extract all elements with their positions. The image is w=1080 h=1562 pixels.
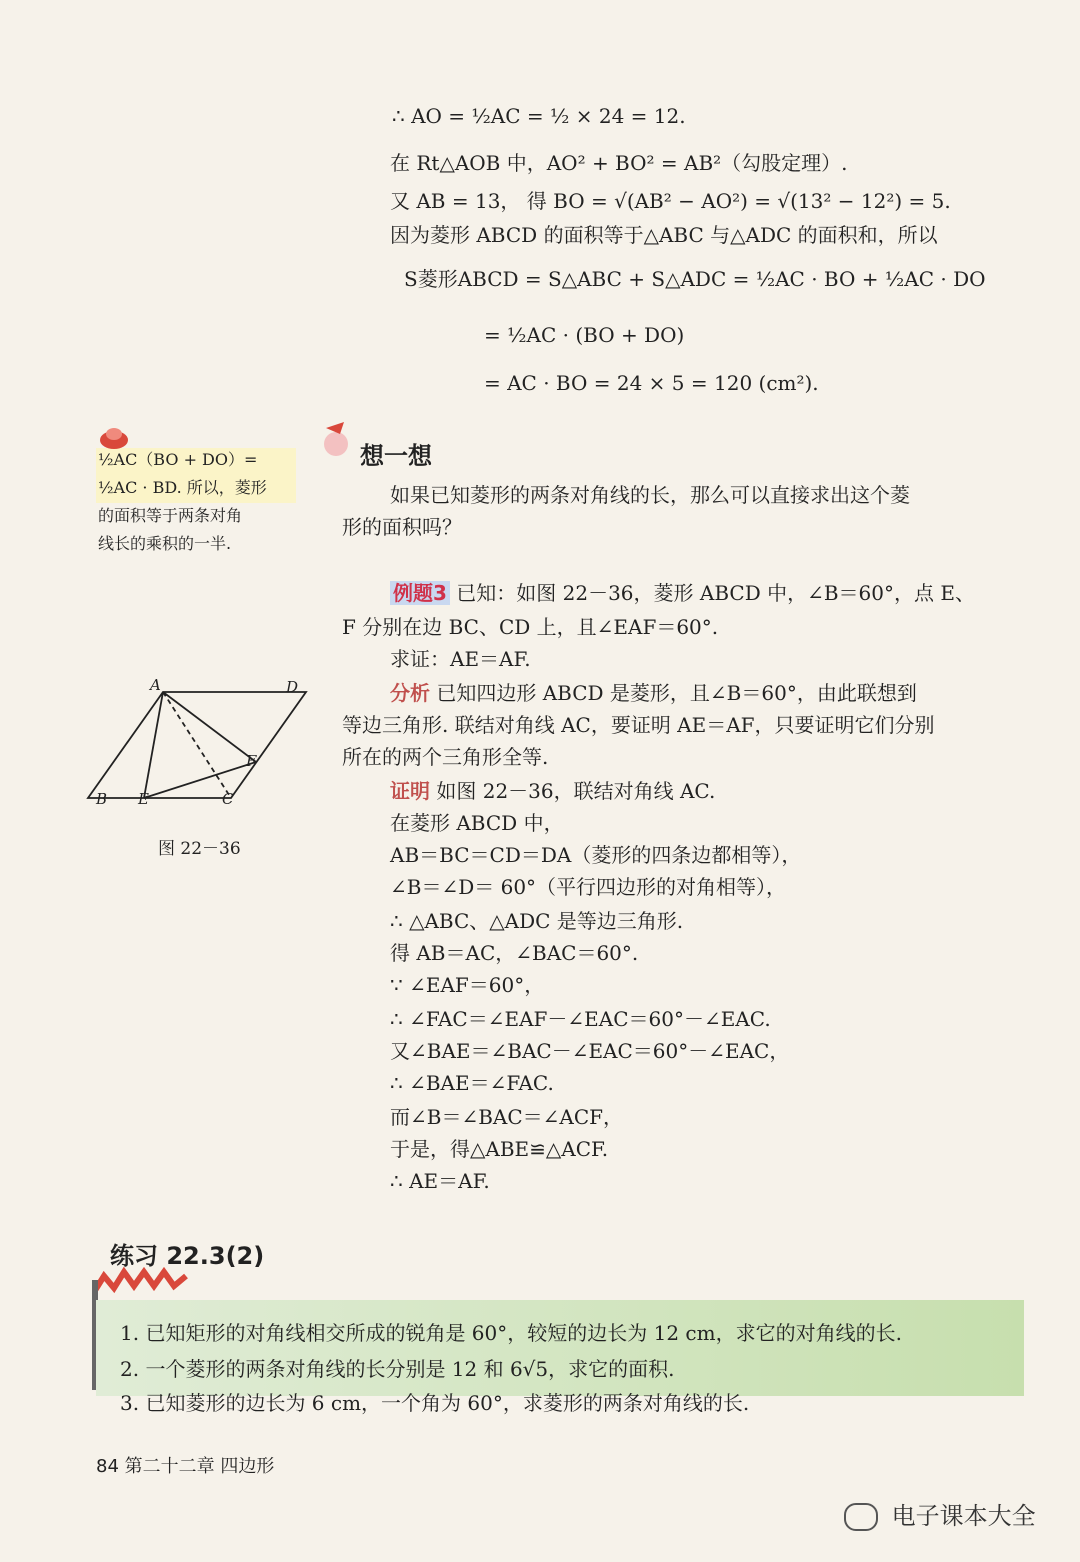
proof-line-8: ∴ ∠FAC＝∠EAF－∠EAC＝60°－∠EAC. — [390, 1007, 771, 1031]
label-c: C — [222, 790, 234, 808]
think-text-2: 形的面积吗？ — [342, 515, 462, 539]
exercise-item-3: 3. 已知菱形的边长为 6 cm，一个角为 60°，求菱形的两条对角线的长. — [120, 1391, 750, 1415]
label-e: E — [138, 790, 149, 808]
sidebar-note — [98, 446, 304, 558]
proof-line-9: 又∠BAE＝∠BAC－∠EAC＝60°－∠EAC， — [390, 1039, 790, 1063]
note-line-3: 的面积等于两条对角 — [98, 506, 243, 525]
example-text-1: 已知：如图 22－36，菱形 ABCD 中，∠B＝60°，点 E、 — [456, 581, 975, 605]
diagonal-ac — [163, 692, 231, 798]
proof-line-11: 而∠B＝∠BAC＝∠ACF， — [390, 1105, 624, 1129]
think-title: 想一想 — [360, 442, 432, 470]
example-tag: 例题3 — [390, 581, 450, 605]
label-f: F — [246, 752, 257, 770]
proof-tag: 证明 — [390, 779, 430, 803]
proof-line-6: 得 AB＝AC，∠BAC＝60°. — [390, 941, 639, 965]
exercise-item-1: 1. 已知矩形的对角线相交所成的锐角是 60°，较短的边长为 12 cm，求它的对角线的长. — [120, 1321, 902, 1345]
label-b: B — [96, 790, 108, 808]
exercise-title: 练习 22.3(2) — [110, 1242, 265, 1270]
solution-line-1: ∴ AO = ½AC = ½ × 24 = 12. — [392, 104, 686, 128]
solution-line-3: 又 AB = 13， 得 BO = √(AB² − AO²) = √(13² − 12²) = 5. — [390, 189, 951, 213]
note-line-2: ½AC · BD. 所以，菱形 — [98, 478, 267, 497]
think-icon — [318, 418, 358, 462]
proof-line-10: ∴ ∠BAE＝∠FAC. — [390, 1071, 554, 1095]
figure-caption: 图 22－36 — [158, 839, 241, 859]
proof-line-13: ∴ AE＝AF. — [390, 1169, 490, 1193]
page-footer: 84 第二十二章 四边形 — [96, 1456, 275, 1477]
solution-line-2: 在 Rt△AOB 中，AO² + BO² = AB²（勾股定理）. — [390, 151, 848, 175]
wechat-icon — [844, 1503, 878, 1531]
proof-line-12: 于是，得△ABE≌△ACF. — [390, 1137, 609, 1161]
proof-line-4: ∠B＝∠D＝ 60°（平行四边形的对角相等）， — [390, 875, 787, 899]
proof-line-5: ∴ △ABC、△ADC 是等边三角形. — [390, 909, 684, 933]
example-line-3: 求证：AE＝AF. — [390, 647, 531, 671]
proof-line-1 — [390, 778, 715, 804]
rhombus-abcd — [88, 692, 306, 798]
label-a: A — [150, 676, 161, 694]
analysis-line-3: 所在的两个三角形全等. — [342, 745, 549, 769]
example-line-2: F 分别在边 BC、CD 上，且∠EAF＝60°. — [342, 615, 719, 639]
example-line-1 — [390, 580, 975, 606]
analysis-line-2: 等边三角形. 联结对角线 AC，要证明 AE＝AF，只要证明它们分别 — [342, 713, 935, 737]
label-d: D — [286, 678, 299, 696]
segment-ef — [144, 762, 256, 798]
segment-af — [163, 692, 256, 762]
think-text-1: 如果已知菱形的两条对角线的长，那么可以直接求出这个菱 — [390, 483, 910, 507]
analysis-line-1 — [390, 680, 917, 706]
wechat-text: 电子课本大全 — [891, 1502, 1036, 1530]
analysis-tag: 分析 — [390, 681, 430, 705]
exercise-item-2: 2. 一个菱形的两条对角线的长分别是 12 和 6√5，求它的面积. — [120, 1357, 675, 1381]
solution-line-5: S菱形ABCD = S△ABC + S△ADC = ½AC · BO + ½AC · DO — [404, 267, 986, 291]
note-line-1: ½AC（BO + DO）= — [98, 450, 258, 469]
rhombus-figure — [86, 670, 316, 820]
proof-line-7: ∵ ∠EAF＝60°， — [390, 973, 545, 997]
segment-ae — [144, 692, 163, 798]
proof-line-3: AB＝BC＝CD＝DA（菱形的四条边都相等）， — [390, 843, 802, 867]
zigzag-decoration — [92, 1266, 192, 1296]
proof-line-2: 在菱形 ABCD 中， — [390, 811, 564, 835]
note-line-4: 线长的乘积的一半. — [98, 534, 232, 553]
analysis-text-1: 已知四边形 ABCD 是菱形，且∠B＝60°，由此联想到 — [436, 681, 917, 705]
solution-line-4: 因为菱形 ABCD 的面积等于△ABC 与△ADC 的面积和，所以 — [390, 223, 938, 247]
solution-line-6: = ½AC · (BO + DO) — [484, 323, 685, 347]
proof-text-1: 如图 22－36，联结对角线 AC. — [436, 779, 716, 803]
solution-line-7: = AC · BO = 24 × 5 = 120 (cm²). — [484, 371, 819, 395]
wechat-watermark — [844, 1496, 1036, 1531]
